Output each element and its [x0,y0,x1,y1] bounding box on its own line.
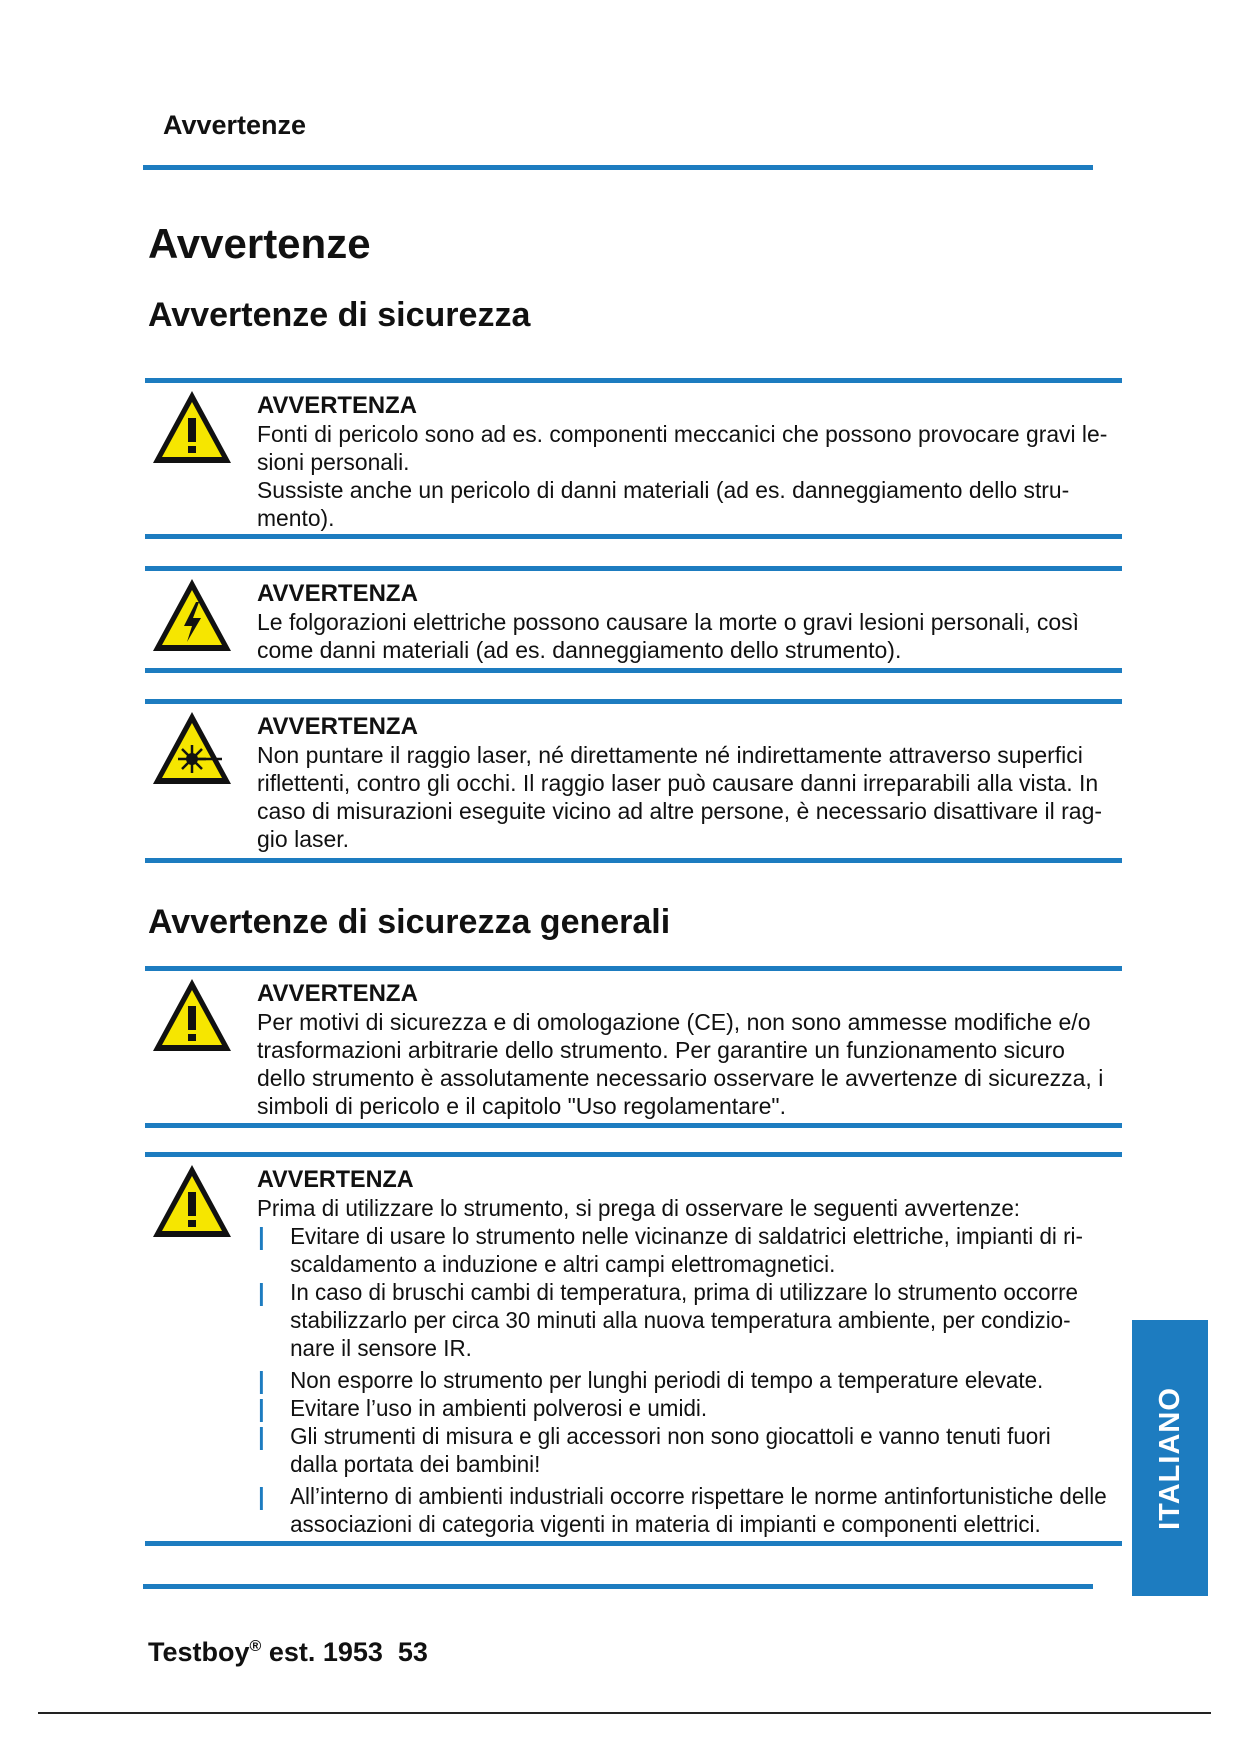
warning-text [257,580,1107,664]
warning-text [257,392,1108,532]
list-item [257,1394,1085,1422]
list-item [257,1366,1085,1394]
warning-rule-top [145,378,1122,383]
warning-title: AVVERTENZA [257,392,417,419]
warning-line: gio laser. [257,826,350,852]
bullet-marker [260,1283,263,1306]
list-item [257,1222,1085,1278]
bullet-marker [260,1227,263,1250]
list-item-line: dalla portata dei bambini! [290,1451,541,1477]
bullet-marker [260,1371,263,1394]
warning-line: riflettenti, contro gli occhi. Il raggio laser può causare danni irreparabili alla vista. In [257,770,1099,796]
warning-line: sioni personali. [257,449,410,475]
warning-line: mento). [257,505,335,531]
bottom-divider [38,1712,1211,1714]
general-warning-icon [150,976,234,1054]
warning-title: AVVERTENZA [257,980,418,1007]
bullet-marker [260,1399,263,1422]
list-item [257,1422,1085,1478]
laser-warning-icon [150,709,234,787]
warning-box [145,378,1122,539]
warning-rule-bottom [145,1123,1122,1128]
list-item-line: associazioni di categoria vigenti in materia di impianti e componenti elettrici. [290,1511,1041,1537]
warning-line: Fonti di pericolo sono ad es. componenti meccanici che possono provocare gravi le- [257,421,1108,447]
list-item [257,1482,1107,1538]
warning-line: Non puntare il raggio laser, né direttamente né indirettamente attraverso superfici [257,742,1083,768]
list-item [257,1278,1085,1362]
warning-rule-top [145,966,1122,971]
warning-intro: Prima di utilizzare lo strumento, si prega di osservare le seguenti avvertenze: [257,1195,1021,1221]
electric-shock-icon [150,576,234,654]
section-title-safety: Avvertenze di sicurezza [148,296,531,334]
footer-text: est. 1953 53 [261,1637,428,1667]
warning-rule-bottom [145,858,1122,863]
warning-text [257,1166,1107,1538]
warning-line: trasformazioni arbitrarie dello strumento. Per garantire un funzionamento sicuro [257,1037,1065,1063]
list-item-line: Evitare l’uso in ambienti polverosi e umidi. [290,1395,708,1421]
bullet-marker [260,1427,263,1450]
warning-rule-top [145,699,1122,704]
warning-line: caso di misurazioni eseguite vicino ad altre persone, è necessario disattivare il rag- [257,798,1103,824]
warning-title: AVVERTENZA [257,713,418,740]
header-rule [143,165,1093,170]
list-item-line: In caso di bruschi cambi di temperatura, prima di utilizzare lo strumento occorre [290,1279,1078,1305]
warning-line: Sussiste anche un pericolo di danni materiali (ad es. danneggiamento dello stru- [257,477,1070,503]
page-title: Avvertenze [148,220,371,267]
warning-line: simboli di pericolo e il capitolo "Uso regolamentare". [257,1093,786,1119]
footer-rule [143,1584,1093,1589]
language-tab [1132,1320,1208,1596]
warning-line: Le folgorazioni elettriche possono causare la morte o gravi lesioni personali, così [257,609,1080,635]
list-item-line: All’interno di ambienti industriali occorre rispettare le norme antinfortunistiche delle [290,1483,1107,1509]
warning-line: come danni materiali (ad es. danneggiamento dello strumento). [257,637,902,663]
warning-rule-top [145,1152,1122,1157]
warning-rule-bottom [145,1541,1122,1546]
list-item-line: stabilizzarlo per circa 30 minuti alla nuova temperatura ambiente, per condizio- [290,1307,1071,1333]
running-header: Avvertenze [163,110,307,140]
warning-rule-bottom [145,534,1122,539]
list-item-line: Non esporre lo strumento per lunghi periodi di tempo a temperature elevate. [290,1367,1044,1393]
warning-line: Per motivi di sicurezza e di omologazione (CE), non sono ammesse modifiche e/o [257,1009,1091,1035]
warning-title: AVVERTENZA [257,580,418,607]
warning-box [145,566,1122,673]
warning-box [145,966,1122,1128]
general-warning-icon [150,388,234,466]
page-footer [148,1637,428,1668]
list-item-line: Gli strumenti di misura e gli accessori non sono giocattoli e vanno tenuti fuori [290,1423,1051,1449]
warning-rule-bottom [145,668,1122,673]
warning-box [145,699,1122,863]
registered-mark: ® [249,1638,262,1655]
warning-text [257,713,1107,853]
bullet-marker [260,1487,263,1510]
list-item-line: scaldamento a induzione e altri campi elettromagnetici. [290,1251,836,1277]
warning-bullet-list [257,1222,1107,1538]
warning-text [257,980,1107,1120]
warning-line: dello strumento è assolutamente necessario osservare le avvertenze di sicurezza, i [257,1065,1104,1091]
warning-rule-top [145,566,1122,571]
list-item-line: nare il sensore IR. [290,1335,472,1361]
warning-box [145,1152,1122,1546]
warning-title: AVVERTENZA [257,1166,414,1193]
list-item-line: Evitare di usare lo strumento nelle vicinanze di saldatrici elettriche, impianti di ri- [290,1223,1084,1249]
language-tab-label: ITALIANO [1153,1386,1186,1530]
general-warning-icon [150,1162,234,1240]
section-title-general: Avvertenze di sicurezza generali [148,903,671,941]
footer-brand: Testboy [148,1637,250,1667]
